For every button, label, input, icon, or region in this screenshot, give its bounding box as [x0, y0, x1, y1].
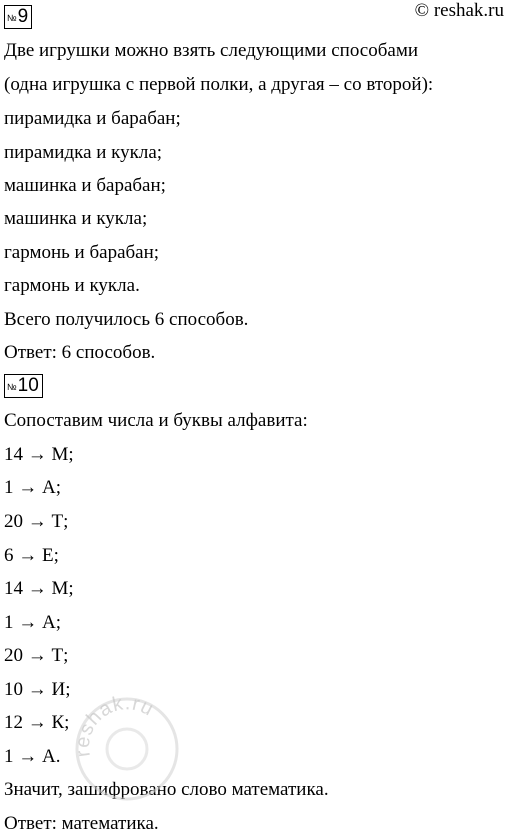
- task-number-badge-9: [4, 5, 32, 29]
- task10-line-1: Сопоставим числа и буквы алфавита:: [4, 410, 308, 431]
- task9-line-6: машинка и кукла;: [4, 208, 148, 229]
- svg-text:reshak.ru: [72, 694, 158, 758]
- task10-line-5: 6 → Е;: [4, 545, 59, 566]
- task10-line-7: 1 → А;: [4, 612, 61, 633]
- task10-line-3: 1 → А;: [4, 477, 61, 498]
- task-number: 10: [17, 375, 39, 396]
- task10-line-11: 1 → А.: [4, 746, 61, 767]
- task10-line-8: 20 → Т;: [4, 645, 69, 666]
- task10-answer: Ответ: математика.: [4, 813, 159, 834]
- task9-answer: Ответ: 6 способов.: [4, 342, 156, 363]
- task9-line-7: гармонь и барабан;: [4, 242, 160, 263]
- task9-line-2: (одна игрушка с первой полки, а другая – со второй):: [4, 74, 434, 95]
- number-sign: №: [7, 382, 17, 392]
- task-number: 9: [17, 6, 29, 27]
- task10-line-12: Значит, зашифровано слово математика.: [4, 779, 329, 800]
- task-number-badge-10: [4, 374, 43, 398]
- task9-line-8: гармонь и кукла.: [4, 275, 140, 296]
- task10-line-6: 14 → М;: [4, 578, 74, 599]
- task9-line-3: пирамидка и барабан;: [4, 108, 181, 129]
- task9-line-4: пирамидка и кукла;: [4, 142, 163, 163]
- number-sign: №: [7, 13, 17, 23]
- task9-line-9: Всего получилось 6 способов.: [4, 309, 249, 330]
- site-credit: © reshak.ru: [414, 0, 504, 21]
- task10-line-10: 12 → К;: [4, 712, 70, 733]
- task10-line-9: 10 → И;: [4, 679, 71, 700]
- watermark-text: reshak.ru: [72, 694, 158, 759]
- task10-line-4: 20 → Т;: [4, 511, 69, 532]
- task9-line-5: машинка и барабан;: [4, 175, 166, 196]
- task9-line-1: Две игрушки можно взять следующими способами: [4, 40, 419, 61]
- task10-line-2: 14 → М;: [4, 444, 74, 465]
